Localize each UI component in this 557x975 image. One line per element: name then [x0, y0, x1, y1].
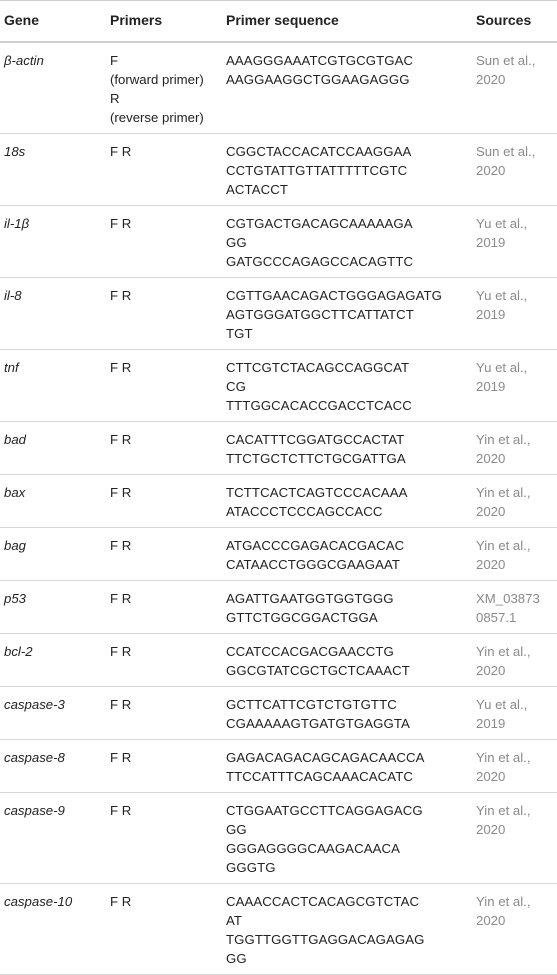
gene-cell: il-1β	[0, 205, 106, 277]
table-row	[0, 349, 557, 421]
table-row	[0, 277, 557, 349]
sequence-cell: GCTTCATTCGTCTGTGTTC CGAAAAAGTGATGTGAGGTA	[222, 686, 472, 739]
primers-cell: F R	[106, 792, 222, 883]
primers-cell: F R	[106, 633, 222, 686]
table-row	[0, 421, 557, 474]
sequence-cell: CGTGACTGACAGCAAAAAGA GG GATGCCCAGAGCCACAGTTC	[222, 205, 472, 277]
primers-cell: F R	[106, 421, 222, 474]
source-cell: Sun et al., 2020	[472, 42, 557, 134]
table-row	[0, 739, 557, 792]
primers-cell: F R	[106, 580, 222, 633]
source-cell: Yu et al., 2019	[472, 205, 557, 277]
source-cell: Sun et al., 2020	[472, 133, 557, 205]
gene-cell: bag	[0, 527, 106, 580]
source-cell: Yin et al., 2020	[472, 633, 557, 686]
column-header-sequence: Primer sequence	[222, 1, 472, 42]
sequence-cell: CTGGAATGCCTTCAGGAGACG GG GGGAGGGGCAAGACAACA GGGTG	[222, 792, 472, 883]
sequence-cell: CGGCTACCACATCCAAGGAA CCTGTATTGTTATTTTTCGTC ACTACCT	[222, 133, 472, 205]
source-cell: Yu et al., 2019	[472, 349, 557, 421]
primers-cell: F R	[106, 474, 222, 527]
gene-cell: 18s	[0, 133, 106, 205]
column-header-primers: Primers	[106, 1, 222, 42]
sequence-cell: TCTTCACTCAGTCCCACAAA ATACCCTCCCAGCCACC	[222, 474, 472, 527]
table-row	[0, 474, 557, 527]
source-cell: Yu et al., 2019	[472, 686, 557, 739]
gene-cell: caspase-8	[0, 739, 106, 792]
column-header-gene: Gene	[0, 1, 106, 42]
gene-cell: bad	[0, 421, 106, 474]
source-cell: Yin et al., 2020	[472, 474, 557, 527]
table-row	[0, 792, 557, 883]
gene-cell: caspase-10	[0, 883, 106, 974]
primers-cell: F R	[106, 883, 222, 974]
sequence-cell: AAAGGGAAATCGTGCGTGAC AAGGAAGGCTGGAAGAGGG	[222, 42, 472, 134]
primers-cell: F R	[106, 349, 222, 421]
gene-cell: p53	[0, 580, 106, 633]
source-cell: Yin et al., 2020	[472, 739, 557, 792]
gene-cell: bcl-2	[0, 633, 106, 686]
gene-cell: tnf	[0, 349, 106, 421]
table-row	[0, 42, 557, 134]
primers-cell: F R	[106, 686, 222, 739]
table-row	[0, 686, 557, 739]
column-header-sources: Sources	[472, 1, 557, 42]
sequence-cell: ATGACCCGAGACACGACAC CATAACCTGGGCGAAGAAT	[222, 527, 472, 580]
gene-cell: caspase-3	[0, 686, 106, 739]
source-cell: XM_03873 0857.1	[472, 580, 557, 633]
primers-cell: F (forward primer) R (reverse primer)	[106, 42, 222, 134]
gene-cell: il-8	[0, 277, 106, 349]
sequence-cell: CAAACCACTCACAGCGTCTAC AT TGGTTGGTTGAGGACAGAGAG GG	[222, 883, 472, 974]
table-row	[0, 527, 557, 580]
source-cell: Yin et al., 2020	[472, 421, 557, 474]
table-row	[0, 883, 557, 974]
table-row	[0, 205, 557, 277]
sequence-cell: CGTTGAACAGACTGGGAGAGATG AGTGGGATGGCTTCATTATCT TGT	[222, 277, 472, 349]
source-cell: Yin et al., 2020	[472, 527, 557, 580]
source-cell: Yin et al., 2020	[472, 883, 557, 974]
sequence-cell: CCATCCACGACGAACCTG GGCGTATCGCTGCTCAAACT	[222, 633, 472, 686]
primers-cell: F R	[106, 277, 222, 349]
primers-cell: F R	[106, 739, 222, 792]
source-cell: Yu et al., 2019	[472, 277, 557, 349]
gene-cell: caspase-9	[0, 792, 106, 883]
primers-cell: F R	[106, 205, 222, 277]
primers-cell: F R	[106, 133, 222, 205]
source-cell: Yin et al., 2020	[472, 792, 557, 883]
table-row	[0, 580, 557, 633]
table-row	[0, 133, 557, 205]
table-row	[0, 633, 557, 686]
sequence-cell: GAGACAGACAGCAGACAACCA TTCCATTTCAGCAAACACATC	[222, 739, 472, 792]
sequence-cell: CTTCGTCTACAGCCAGGCAT CG TTTGGCACACCGACCTCACC	[222, 349, 472, 421]
primers-cell: F R	[106, 527, 222, 580]
sequence-cell: AGATTGAATGGTGGTGGG GTTCTGGCGGACTGGA	[222, 580, 472, 633]
sequence-cell: CACATTTCGGATGCCACTAT TTCTGCTCTTCTGCGATTGA	[222, 421, 472, 474]
gene-cell: β-actin	[0, 42, 106, 134]
header-row	[0, 1, 557, 42]
gene-cell: bax	[0, 474, 106, 527]
